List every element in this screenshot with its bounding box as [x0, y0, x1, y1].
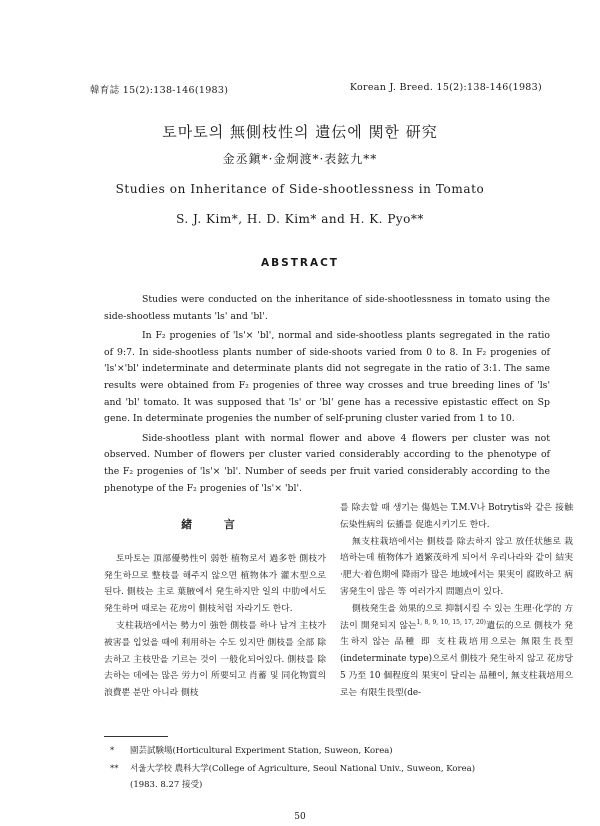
intro-paragraph: 無支柱栽培에서는 側枝를 除去하지 않고 放任状態로 栽培하는데 植物体가 過繁茂하게 되어서 우리나라와 같이 結実·肥大·着色期에 降雨가 많은 地域에서는 果実이 腐敗하고 病害発生이 많은 等 여러가지 問題点이 있다.	[340, 536, 573, 597]
authors-english: S. J. Kim*, H. D. Kim* and H. K. Pyo**	[176, 212, 424, 226]
received-date: (1983. 8.27 接受)	[130, 780, 203, 790]
intro-paragraph	[340, 601, 573, 702]
intro-heading: 緒 言	[181, 518, 249, 531]
title-korean: 토마토의 無側枝性의 遺伝에 関한 研究	[162, 123, 438, 141]
intro-left-column	[104, 517, 326, 702]
abstract-body	[104, 292, 550, 500]
abstract-paragraph: In F₂ progenies of 'ls'× 'bl', normal and side-shootless plants segregated in the ratio of 9:7. In side-shootless plants number of side-shoots varied from 0 to 8. In F₂ progenies of 'ls'×'bl' indeterminate and determinate plants did not segregate in the ratio of 3:1. The same results were obtained from F₂ progenies of three way crosses and true breeding lines of 'ls' and 'bl' tomato. It was supposed that 'ls' or 'bl' gene has a recessive epistastic effect on Sp gene. In determinate progenies the number of self-pruning cluster varied from 1 to 10.	[104, 330, 550, 425]
journal-header-korean: 韓育誌 15(2):138-146(1983)	[90, 85, 229, 96]
footnote-text: 園芸試験場(Horticultural Experiment Station, Suweon, Korea)	[130, 746, 393, 756]
citation-superscript: 1, 8, 9, 10, 15, 17, 20)	[416, 618, 486, 626]
intro-text: 側枝発生을 効果的으로 抑制시킬 수 있는 生理·化学的 方法이 開発되지 않는	[340, 603, 573, 631]
intro-right-column	[340, 500, 573, 702]
abstract-heading: ABSTRACT	[261, 257, 339, 269]
intro-text: 遺伝的으로 側枝가 発生하지 않는 品種 即 支柱栽培用으로는 無限生長型(indeterminate type)으로서 側枝가 発生하지 않고 花房당 5 乃至 10 個程度의 果実이 달리는 品種이, 無支柱栽培用으로는 有限生長型(de-	[340, 620, 573, 698]
footnote-affiliation-1	[110, 744, 393, 756]
footnote-divider	[104, 736, 168, 737]
intro-paragraph: 支柱栽培에서는 勢力이 強한 側枝를 하나 남겨 主枝가 被害를 입었을 때에 利用하는 수도 있지만 側枝를 全部 除去하고 主枝만을 기르는 것이 一般化되어있다. 側枝를 除去하는 데에는 많은 労力이 所要되고 肖蓄 및 同化物質의 浪費뿐 분만 아니라 側枝	[104, 620, 326, 699]
footnote-affiliation-2	[110, 762, 475, 774]
authors-korean: 金丞鎭*·金炯渡*·表鉉九**	[222, 152, 378, 166]
footnote-text: 서울大学校 農科大学(College of Agriculture, Seoul National Univ., Suweon, Korea)	[130, 764, 476, 774]
abstract-paragraph: Studies were conducted on the inheritance of side-shootlessness in tomato using the side-shootless mutants 'ls' and 'bl'.	[104, 294, 550, 322]
abstract-paragraph: Side-shootless plant with normal flower and above 4 flowers per cluster was not observed. Number of flowers per cluster varied considerably according to the phenotype of the F₂ progenies of 'ls'× 'bl'. Number of seeds per fruit varied considerably according to the phenotype of the F₂ progenies of 'ls'× 'bl'.	[104, 432, 550, 494]
journal-header-english: Korean J. Breed. 15(2):138-146(1983)	[349, 82, 542, 93]
footnote-mark: *	[110, 746, 115, 756]
intro-paragraph: 토마토는 頂部優勢性이 弱한 植物로서 過多한 側枝가 発生하므로 整枝를 해주지 않으면 植物体가 灌木型으로 된다. 側枝는 主로 葉腋에서 発生하지만 일의 中肋에서도 発生하며 때로는 花房이 側枝처럼 자라기도 한다.	[104, 553, 326, 615]
intro-paragraph: 를 除去할 때 생기는 傷処는 T.M.V나 Botrytis와 같은 接触伝染性病의 伝播를 促進시키기도 한다.	[340, 503, 573, 530]
page-number: 50	[294, 812, 306, 822]
title-english: Studies on Inheritance of Side-shootlessness in Tomato	[115, 182, 485, 196]
footnote-mark: **	[110, 764, 119, 774]
